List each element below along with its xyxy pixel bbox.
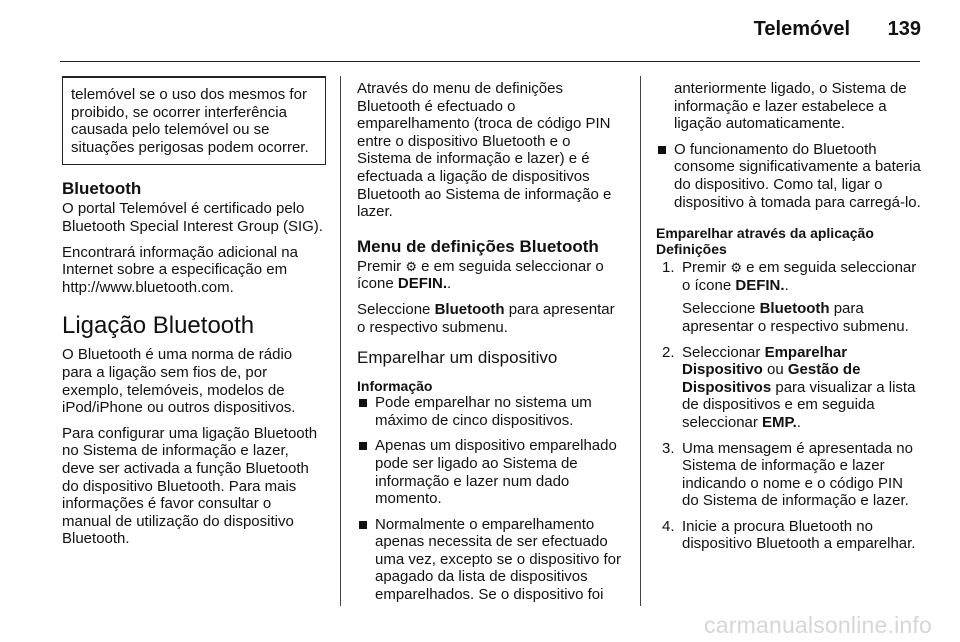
paragraph: O Bluetooth é uma norma de rádio para a ligação sem fios de, por exemplo, telemóveis, modelos de iPod/iPhone ou outros dispositivos.	[62, 346, 296, 417]
steps-list	[656, 259, 922, 553]
column-1	[62, 76, 324, 556]
column-divider-1	[340, 76, 341, 606]
list-item	[656, 141, 922, 211]
text-run: para visualizar a lista de dispositivos e em seguida seleccionar	[682, 378, 916, 431]
column-3	[656, 80, 922, 561]
bullet-icon	[359, 442, 367, 450]
column-divider-2	[640, 76, 641, 606]
step-number: 4.	[662, 517, 675, 535]
note-text: telemóvel se o uso dos mesmos for proibido, se ocorrer interferência causada pelo telemóvel ou se situações perigosas podem ocorrer.	[71, 86, 309, 156]
text-bold: DEFIN.	[397, 275, 448, 293]
column-2	[357, 80, 627, 612]
header-title: Telemóvel	[753, 18, 850, 40]
list-item-text: Apenas um dispositivo emparelhado pode ser ligado ao Sistema de informação e lazer num dado momento.	[375, 437, 617, 508]
paragraph: Através do menu de definições Bluetooth é efectuado o emparelhamento (troca de código PIN entre o dispositivo Bluetooth e o Sistema de informação e lazer) e é efectuada a ligação de dispositivos Bluetooth ao Sistema de informação e lazer.	[357, 80, 612, 221]
text-run: .	[447, 275, 452, 293]
page-number: 139	[887, 18, 921, 40]
section-heading-pair: Emparelhar um dispositivo	[357, 348, 558, 368]
text-run: .	[784, 276, 789, 294]
bullet-icon	[359, 521, 367, 529]
page-header	[0, 0, 960, 48]
step-paragraph	[682, 300, 922, 335]
text-bold: Bluetooth	[759, 300, 830, 318]
section-heading-menu: Menu de definições Bluetooth	[357, 236, 599, 256]
text-bold: Bluetooth	[434, 300, 505, 318]
sub-heading-pair-settings: Emparelhar através da aplicação Definições	[656, 225, 874, 258]
list-item-text: O funcionamento do Bluetooth consome significativamente a bateria do dispositivo. Como tal, ligar o dispositivo à tomada para carregá-lo.	[674, 140, 921, 211]
list-item-text: Normalmente o emparelhamento apenas necessita de ser efectuado uma vez, excepto se o dispositivo for apagado da lista de dispositivos emparelhados. Se o dispositivo foi	[375, 515, 621, 604]
text-bold: DEFIN.	[735, 276, 785, 294]
list-item	[357, 394, 627, 429]
paragraph: Para configurar uma ligação Bluetooth no Sistema de informação e lazer, deve ser activada a função Bluetooth do dispositivo Bluetooth. Para mais informações é favor consultar o manual de utilização do dispositivo Bluetooth.	[62, 424, 318, 548]
text-run: Seleccionar	[682, 343, 761, 361]
header-rule	[60, 61, 920, 62]
step-item	[656, 440, 922, 510]
paragraph	[357, 258, 627, 293]
chapter-heading-ligacao: Ligação Bluetooth	[62, 312, 255, 340]
text-run: para apresentar o respectivo submenu.	[357, 300, 615, 336]
paragraph	[357, 301, 627, 336]
note-list	[656, 141, 922, 211]
step-item	[656, 518, 922, 553]
step-item	[656, 259, 922, 335]
paragraph: anteriormente ligado, o Sistema de informação e lazer estabelece a ligação automaticamente.	[674, 80, 907, 133]
paragraph: Encontrará informação adicional na Internet sobre a especificação em http://www.bluetooth.com.	[62, 243, 298, 296]
text-bold: EMP.	[762, 413, 797, 431]
list-item-text: Pode emparelhar no sistema um máximo de cinco dispositivos.	[375, 394, 592, 429]
step-text: Inicie a procura Bluetooth no dispositivo Bluetooth a emparelhar.	[682, 517, 916, 553]
step-item	[656, 344, 922, 432]
list-item	[357, 516, 627, 604]
warning-note	[62, 76, 326, 165]
bullet-icon	[359, 399, 367, 407]
paragraph: O portal Telemóvel é certificado pelo Bluetooth Special Interest Group (SIG).	[62, 200, 323, 235]
step-number: 3.	[662, 439, 675, 457]
step-text: Uma mensagem é apresentada no Sistema de informação e lazer indicando o nome e o código PIN do Sistema de informação e lazer.	[682, 439, 913, 510]
sub-heading-info: Informação	[357, 378, 433, 395]
text-bold: Emparelhar Dispositivo	[682, 343, 848, 379]
list-item	[357, 437, 627, 507]
text-run: Seleccione	[357, 300, 431, 318]
gear-icon: ⚙	[405, 258, 417, 274]
step-number: 2.	[662, 343, 675, 361]
text-run: para apresentar o respectivo submenu.	[682, 300, 909, 335]
text-run: ou	[767, 361, 784, 379]
section-heading-bluetooth: Bluetooth	[62, 179, 142, 199]
text-run: Premir	[357, 257, 402, 275]
watermark: carmanualsonline.info	[704, 612, 932, 638]
text-run: Premir	[682, 259, 727, 277]
bullet-icon	[658, 146, 666, 154]
text-run: .	[796, 413, 801, 431]
text-run: e em seguida seleccionar o ícone	[357, 257, 604, 293]
step-number: 1.	[662, 259, 675, 277]
text-run: Seleccione	[682, 300, 756, 318]
text-run: e em seguida seleccionar o ícone	[682, 259, 917, 294]
gear-icon: ⚙	[730, 260, 742, 276]
text-bold: Gestão de Dispositivos	[682, 361, 861, 396]
info-list	[357, 394, 627, 604]
